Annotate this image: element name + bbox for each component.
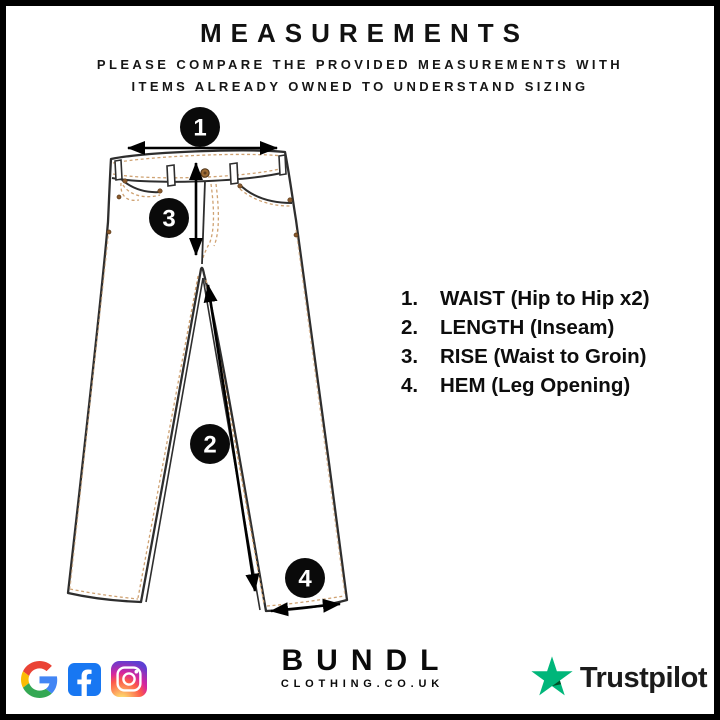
page-title: MEASUREMENTS [199, 18, 529, 48]
jeans-diagram [50, 103, 390, 625]
trustpilot-star-icon [531, 656, 573, 701]
legend-label: RISE (Waist to Groin) [440, 345, 647, 368]
legend-label: LENGTH (Inseam) [440, 316, 615, 339]
legend-number: 4. [401, 374, 419, 397]
subtitle-line-1: PLEASE COMPARE THE PROVIDED MEASUREMENTS WITH [96, 57, 624, 72]
legend-number: 3. [401, 345, 419, 368]
legend-item-rise [401, 345, 650, 374]
subtitle-line-2: ITEMS ALREADY OWNED TO UNDERSTAND SIZING [131, 79, 589, 94]
legend-item-length [401, 316, 650, 345]
legend-item-waist [401, 287, 650, 316]
marker-hem-number: 4 [298, 565, 312, 593]
social-icons [21, 659, 147, 699]
facebook-icon [68, 663, 101, 696]
marker-rise-number: 3 [162, 205, 176, 233]
marker-length-number: 2 [203, 431, 217, 459]
brand-domain: CLOTHING.CO.UK [280, 678, 444, 690]
brand-name: BUNDL [281, 644, 452, 677]
legend-label: HEM (Leg Opening) [440, 374, 631, 397]
trustpilot-wordmark: Trustpilot [579, 661, 707, 694]
instagram-icon [111, 661, 147, 697]
legend-number: 2. [401, 316, 419, 339]
subtitle [0, 54, 720, 98]
trustpilot-logo [531, 656, 707, 700]
google-icon [21, 661, 58, 698]
marker-waist-number: 1 [193, 114, 207, 142]
legend-item-hem [401, 374, 650, 403]
measurement-legend [401, 287, 650, 403]
legend-number: 1. [401, 287, 419, 310]
header [0, 18, 720, 98]
jeans-outline [68, 150, 347, 611]
brand-logo [269, 645, 452, 690]
legend-label: WAIST (Hip to Hip x2) [440, 287, 650, 310]
